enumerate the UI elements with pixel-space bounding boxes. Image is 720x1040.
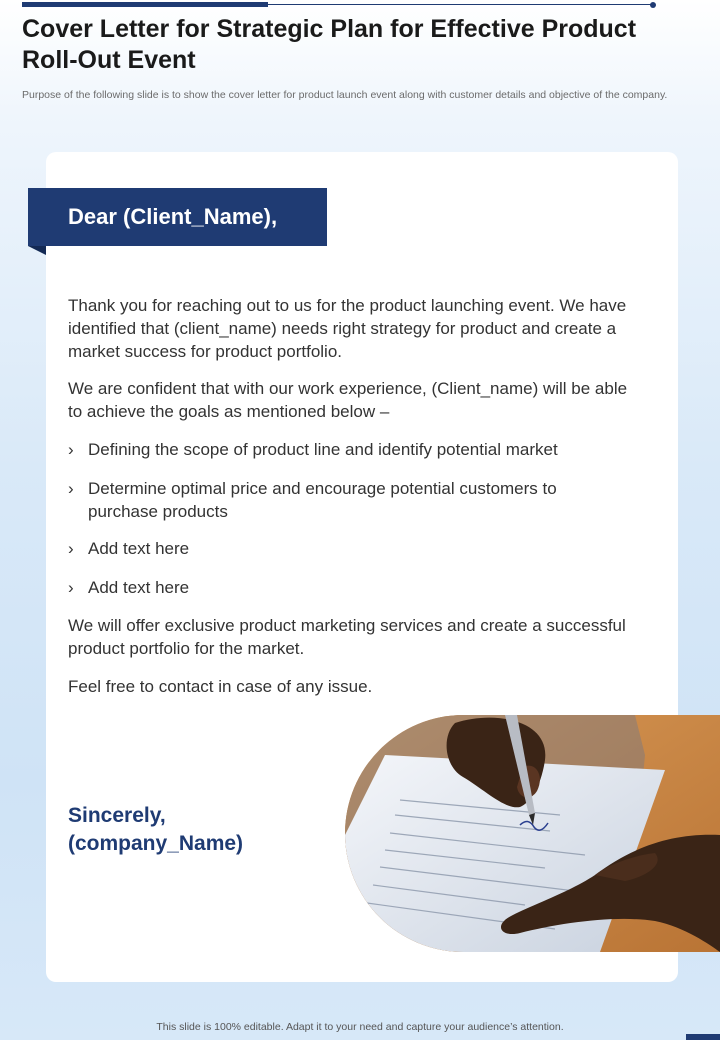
page-corner-mark [686, 1034, 720, 1040]
letter-paragraph-3: We will offer exclusive product marketing services and create a successful product portfolio for the market. [68, 616, 626, 658]
letter-paragraph-2: We are confident that with our work experience, (Client_name) will be able to achieve the goals as mentioned below – [68, 379, 628, 421]
signing-document-illustration [345, 715, 720, 952]
goal-bullet-text: Defining the scope of product line and identify potential market [88, 440, 558, 459]
letter-sign-off [68, 802, 348, 858]
sign-off-line-2: (company_Name) [68, 832, 244, 855]
letter-paragraph-4: Feel free to contact in case of any issue. [68, 677, 373, 696]
goal-bullet-text: Determine optimal price and encourage potential customers to purchase products [88, 479, 557, 521]
goal-bullet-text: Add text here [88, 539, 190, 558]
page-subtitle: Purpose of the following slide is to show the cover letter for product launch event along with customer details and objective of the company. [22, 89, 668, 101]
page-title: Cover Letter for Strategic Plan for Effective Product Roll-Out Event [22, 15, 637, 74]
header-rule-dot [650, 2, 656, 8]
greeting-banner-fold [28, 246, 46, 255]
greeting-banner: Dear (Client_Name), [28, 188, 327, 246]
signing-document-photo [345, 715, 720, 952]
sign-off-line-1: Sincerely, [68, 804, 166, 827]
footer-note: This slide is 100% editable. Adapt it to your need and capture your audience’s attention. [156, 1021, 564, 1033]
chevron-right-icon: › [68, 539, 74, 558]
letter-paragraph-1: Thank you for reaching out to us for the product launching event. We have identified that (client_name) needs right strategy for product and create a market success for product portfolio. [68, 296, 627, 361]
chevron-right-icon: › [68, 578, 74, 597]
chevron-right-icon: › [68, 479, 74, 498]
header-rule [22, 4, 654, 5]
goal-bullet-text: Add text here [88, 578, 190, 597]
chevron-right-icon: › [68, 440, 74, 459]
